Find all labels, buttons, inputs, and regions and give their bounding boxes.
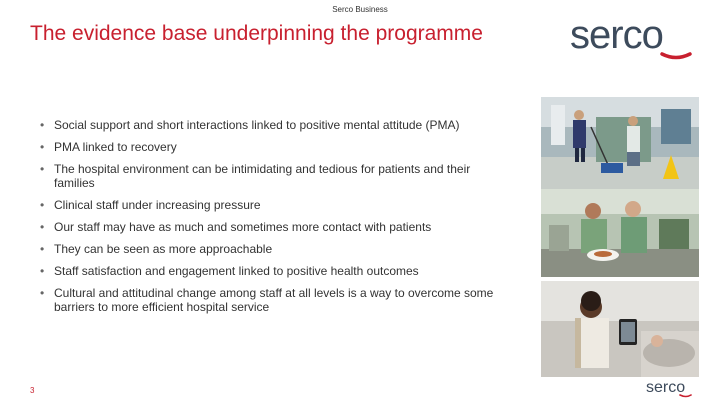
- bullet-item: • Social support and short interactions linked to positive mental attitude (PMA): [40, 118, 510, 132]
- bullet-item: • Our staff may have as much and sometimes more contact with patients: [40, 220, 510, 234]
- classification-label: Serco Business: [332, 5, 388, 14]
- page-number: 3: [30, 386, 35, 395]
- serco-logo-swoosh: [662, 54, 690, 58]
- evidence-bullet-list: [40, 118, 510, 322]
- food-service-photo: [541, 189, 699, 277]
- patient-tablet-photo: [541, 281, 699, 377]
- page-title: The evidence base underpinning the programme: [30, 22, 483, 45]
- serco-logo-footer: [646, 378, 692, 398]
- serco-footer-swoosh: [680, 395, 691, 397]
- serco-footer-wordmark: serco: [646, 379, 686, 396]
- bullet-item: • Staff satisfaction and engagement linked to positive health outcomes: [40, 264, 510, 278]
- cleaning-staff-photo: [541, 97, 699, 191]
- bullet-item: • PMA linked to recovery: [40, 140, 510, 154]
- serco-logo: [570, 14, 692, 62]
- bullet-item: • Cultural and attitudinal change among staff at all levels is a way to overcome some barriers to more efficient hospital service: [40, 286, 510, 314]
- serco-logo-wordmark: serco: [570, 14, 663, 57]
- bullet-item: • Clinical staff under increasing pressure: [40, 198, 510, 212]
- bullet-item: • They can be seen as more approachable: [40, 242, 510, 256]
- bullet-item: • The hospital environment can be intimidating and tedious for patients and their families: [40, 162, 510, 190]
